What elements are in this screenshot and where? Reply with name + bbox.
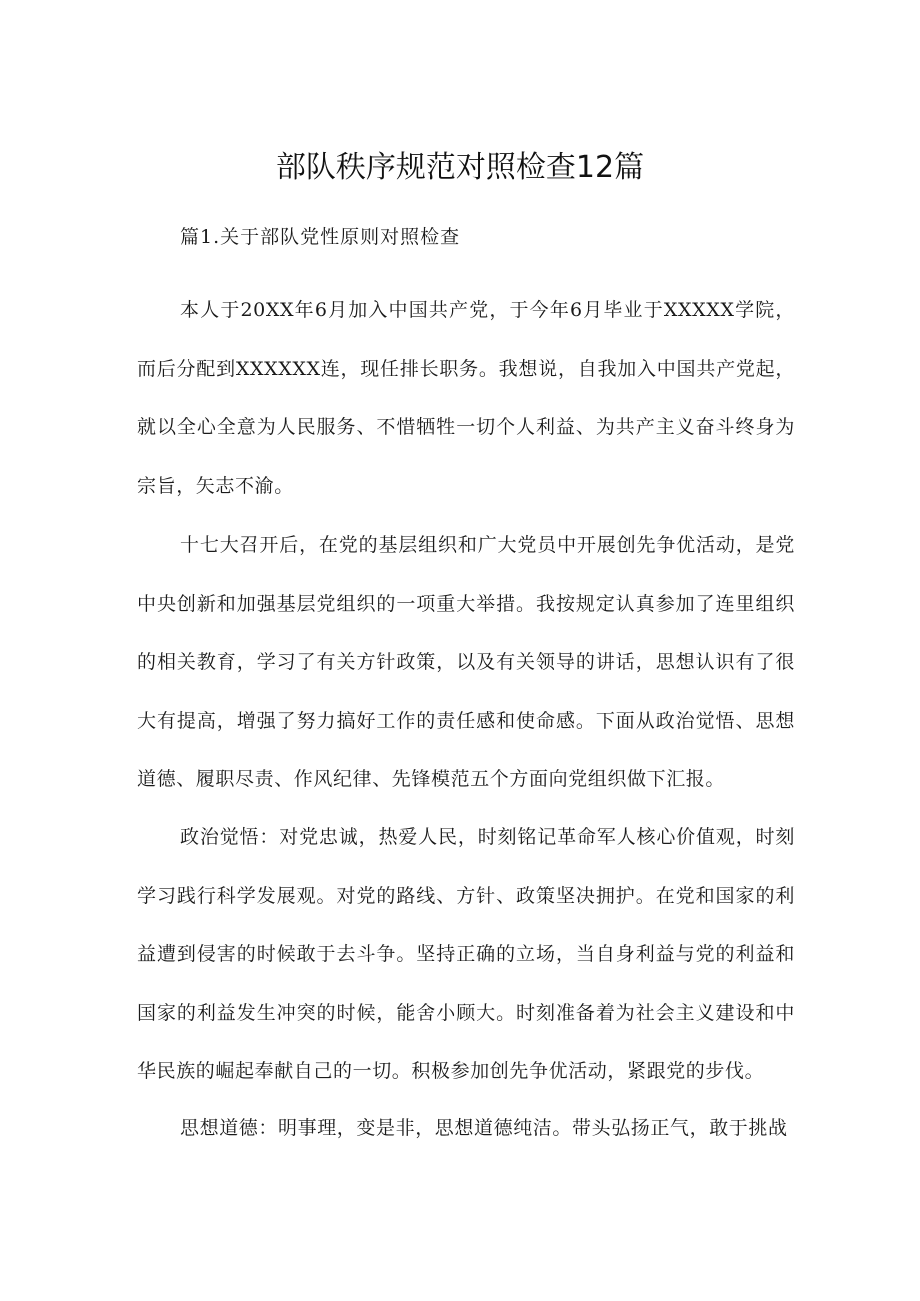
- paragraph-political-awareness: 政治觉悟：对党忠诚，热爱人民，时刻铭记革命军人核心价值观，时刻学习践行科学发展观。对党的路线、方针、政策坚决拥护。在党和国家的利益遭到侵害的时候敢于去斗争。坚持正确的立场，当自身利益与党的利益和国家的利益发生冲突的时候，能舍小顾大。时刻准备着为社会主义建设和中华民族的崛起奉献自己的一切。积极参加创先争优活动，紧跟党的步伐。: [137, 826, 795, 1082]
- document-title: 部队秩序规范对照检查12篇: [275, 150, 645, 185]
- section-heading: 篇1.关于部队党性原则对照检查: [180, 226, 461, 248]
- paragraph-background: 十七大召开后，在党的基层组织和广大党员中开展创先争优活动，是党中央创新和加强基层党组织的一项重大举措。我按规定认真参加了连里组织的相关教育，学习了有关方针政策，以及有关领导的讲话，思想认识有了很大有提高，增强了努力搞好工作的责任感和使命感。下面从政治觉悟、思想道德、履职尽责、作风纪律、先锋模范五个方面向党组织做下汇报。: [137, 534, 795, 790]
- paragraph-intro: 本人于20XX年6月加入中国共产党，于今年6月毕业于XXXXX学院，而后分配到XXXXXX连，现任排长职务。我想说，自我加入中国共产党起，就以全心全意为人民服务、不惜牺牲一切个人利益、为共产主义奋斗终身为宗旨，矢志不渝。: [137, 299, 795, 497]
- paragraph-ideology-morality: 思想道德：明事理，变是非，思想道德纯洁。带头弘扬正气，敢于挑战: [180, 1117, 788, 1139]
